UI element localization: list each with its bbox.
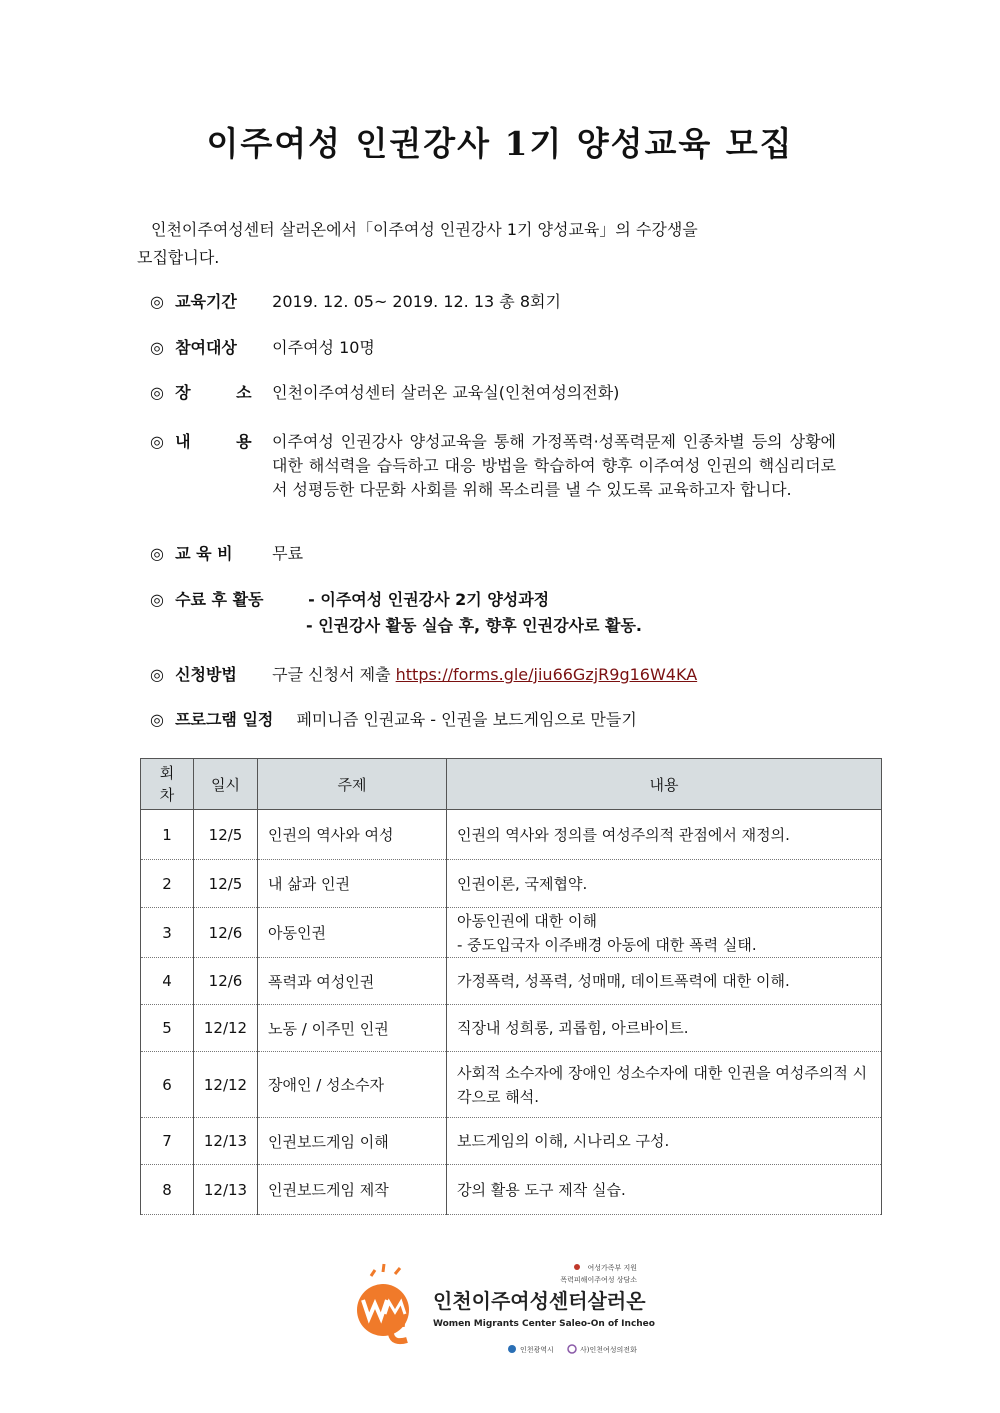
row-round: 7 (141, 1118, 194, 1165)
row-topic: 아동인권 (258, 908, 447, 958)
row-content: 사회적 소수자에 장애인 성소수자에 대한 인권을 여성주의적 시각으로 해석. (447, 1052, 882, 1118)
row-round: 3 (141, 908, 194, 958)
intro-line-2: 모집합니다. (137, 248, 220, 267)
bullet-mark: ◎ (150, 383, 164, 402)
bullet-mark: ◎ (150, 544, 164, 563)
schedule-table (140, 758, 882, 1215)
row-content: 아동인권에 대한 이해 - 중도입국자 이주배경 아동에 대한 폭력 실태. (447, 908, 882, 958)
after-line-1: - 이주여성 인권강사 2기 양성과정 (308, 590, 550, 609)
row-topic: 폭력과 여성인권 (258, 958, 447, 1005)
center-logo (355, 1262, 655, 1362)
target-value: 이주여성 10명 (272, 338, 375, 357)
program-label: 프로그램 일정 (175, 710, 274, 729)
row-round: 6 (141, 1052, 194, 1118)
row-date: 12/6 (194, 958, 258, 1005)
row-content: 가정폭력, 성폭력, 성매매, 데이트폭력에 대한 이해. (447, 958, 882, 1005)
bullet-mark: ◎ (150, 665, 164, 684)
row-topic: 인권보드게임 이해 (258, 1118, 447, 1165)
section-apply (150, 663, 697, 687)
logo-support-text: 여성가족부 지원 (587, 1264, 637, 1272)
table-row (141, 908, 882, 958)
logo-center-type: 폭력피해이주여성 상담소 (560, 1276, 637, 1284)
section-after (150, 588, 549, 612)
after-line-2: - 인권강사 활동 실습 후, 향후 인권강사로 활동. (306, 616, 642, 635)
logo-graphic (355, 1262, 655, 1362)
period-label: 교육기간 (175, 292, 237, 311)
program-value: 페미니즘 인권교육 - 인권을 보드게임으로 만들기 (296, 710, 637, 729)
logo-partner-2: 사)인천여성의전화 (580, 1346, 637, 1354)
bullet-mark: ◎ (150, 338, 164, 357)
header-round: 회 차 (141, 759, 194, 810)
row-round: 4 (141, 958, 194, 1005)
row-content: 강의 활용 도구 제작 실습. (447, 1165, 882, 1215)
womens-hotline-icon (568, 1345, 576, 1353)
row-round: 2 (141, 860, 194, 908)
table-header-row (141, 759, 882, 810)
bullet-mark: ◎ (150, 292, 164, 311)
place-label: 장 소 (175, 383, 252, 402)
period-value: 2019. 12. 05~ 2019. 12. 13 총 8회기 (272, 292, 561, 311)
content-label: 내 용 (175, 432, 252, 451)
row-topic: 인권의 역사와 여성 (258, 810, 447, 860)
logo-name-korean: 인천이주여성센터살러온 (433, 1289, 646, 1313)
incheon-city-icon (508, 1345, 516, 1353)
apply-form-link[interactable]: https://forms.gle/jiu66GzjR9g16W4KA (395, 665, 698, 684)
row-date: 12/5 (194, 860, 258, 908)
row-date: 12/12 (194, 1005, 258, 1052)
row-topic: 노동 / 이주민 인권 (258, 1005, 447, 1052)
section-target (150, 336, 375, 360)
row-content: 인권이론, 국제협약. (447, 860, 882, 908)
row-round: 8 (141, 1165, 194, 1215)
place-value: 인천이주여성센터 살러온 교육실(인천여성의전화) (272, 383, 620, 402)
government-emblem-icon (574, 1264, 580, 1270)
intro-line-1: 인천이주여성센터 살러온에서「이주여성 인권강사 1기 양성교육」의 수강생을 (151, 220, 698, 239)
apply-label: 신청방법 (175, 665, 237, 684)
target-label: 참여대상 (175, 338, 237, 357)
section-content (150, 430, 267, 454)
bullet-mark: ◎ (150, 590, 164, 609)
logo-partner-1: 인천광역시 (520, 1346, 554, 1354)
content-value: 이주여성 인권강사 양성교육을 통해 가정폭력·성폭력문제 인종차별 등의 상황에 대한 해석력을 습득하고 대응 방법을 학습하여 향후 이주여성 인권의 핵심리더로서 성평등한 다문화 사회를 위해 목소리를 낼 수 있도록 교육하고자 합니다. (272, 432, 836, 499)
row-date: 12/5 (194, 810, 258, 860)
row-date: 12/13 (194, 1165, 258, 1215)
after-label: 수료 후 활동 (175, 590, 264, 609)
table-row (141, 860, 882, 908)
bullet-mark: ◎ (150, 710, 164, 729)
header-topic: 주제 (258, 759, 447, 810)
logo-name-english: Women Migrants Center Saleo-On of Incheon (433, 1319, 655, 1329)
page-title: 이주여성 인권강사 1기 양성교육 모집 (206, 124, 794, 163)
row-content: 보드게임의 이해, 시나리오 구성. (447, 1118, 882, 1165)
apply-value: 구글 신청서 제출 (272, 665, 391, 684)
row-date: 12/13 (194, 1118, 258, 1165)
row-content: 직장내 성희롱, 괴롭힘, 아르바이트. (447, 1005, 882, 1052)
section-place (150, 381, 619, 405)
table-row (141, 958, 882, 1005)
row-topic: 인권보드게임 제작 (258, 1165, 447, 1215)
table-row (141, 1005, 882, 1052)
table-row (141, 1165, 882, 1215)
section-period (150, 290, 561, 314)
table-row (141, 1052, 882, 1118)
row-round: 5 (141, 1005, 194, 1052)
table-row (141, 1118, 882, 1165)
row-content: 인권의 역사와 정의를 여성주의적 관점에서 재정의. (447, 810, 882, 860)
intro-paragraph (137, 216, 837, 272)
header-content: 내용 (447, 759, 882, 810)
table-row (141, 810, 882, 860)
row-date: 12/12 (194, 1052, 258, 1118)
fee-value: 무료 (272, 544, 304, 563)
row-date: 12/6 (194, 908, 258, 958)
wmc-mark (357, 1264, 409, 1341)
header-date: 일시 (194, 759, 258, 810)
row-topic: 내 삶과 인권 (258, 860, 447, 908)
bullet-mark: ◎ (150, 432, 164, 451)
row-topic: 장애인 / 성소수자 (258, 1052, 447, 1118)
fee-label: 교 육 비 (175, 544, 233, 563)
row-round: 1 (141, 810, 194, 860)
section-fee (150, 542, 303, 566)
section-program (150, 708, 637, 732)
